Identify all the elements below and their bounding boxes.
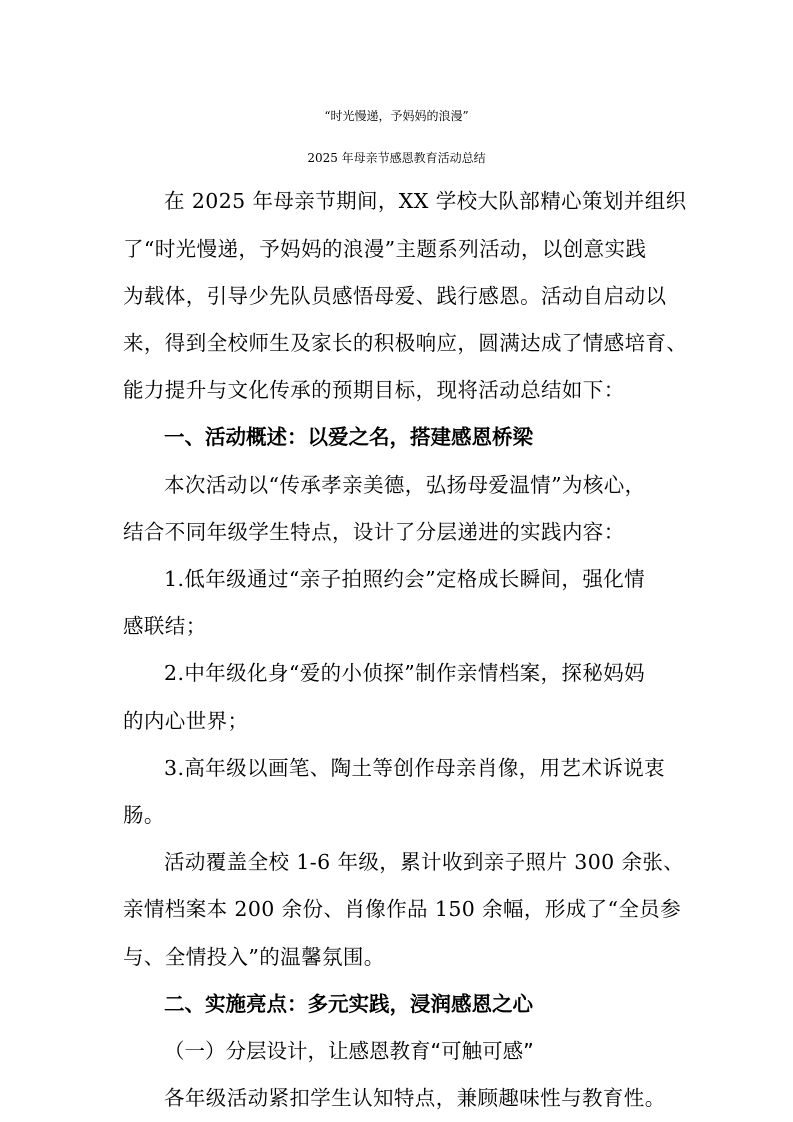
section-heading: 二、实施亮点：多元实践，浸润感恩之心: [164, 992, 533, 1016]
list-item-line: 1.低年级通过“亲子拍照约会”定格成长瞬间，强化情: [164, 567, 646, 591]
subsection-heading: （一）分层设计，让感恩教育“可触可感”: [164, 1039, 534, 1063]
document-subtitle: 2025 年母亲节感恩教育活动总结: [307, 151, 486, 165]
list-item-line: 3.高年级以画笔、陶土等创作母亲肖像，用艺术诉说衷: [164, 756, 666, 780]
intro-line: 来，得到全校师生及家长的积极响应，圆满达成了情感培育、: [123, 331, 688, 355]
paragraph-line: 结合不同年级学生特点，设计了分层递进的实践内容：: [123, 520, 625, 544]
intro-line: 了“时光慢递，予妈妈的浪漫”主题系列活动，以创意实践: [123, 237, 647, 261]
document-title: “时光慢递，予妈妈的浪漫”: [324, 109, 469, 123]
paragraph-line: 与、全情投入”的温馨氛围。: [123, 945, 385, 969]
section-heading: 一、活动概述：以爱之名，搭建感恩桥梁: [164, 425, 533, 449]
paragraph-line: 各年级活动紧扣学生认知特点，兼顾趣味性与教育性。: [164, 1086, 666, 1110]
paragraph-line: 活动覆盖全校 1-6 年级，累计收到亲子照片 300 余张、: [164, 850, 685, 874]
paragraph-line: 亲情档案本 200 余份、肖像作品 150 余幅，形成了“全员参: [123, 897, 682, 921]
intro-line: 能力提升与文化传承的预期目标，现将活动总结如下：: [123, 378, 625, 402]
intro-line: 为载体，引导少先队员感悟母爱、践行感恩。活动自启动以: [123, 284, 667, 308]
list-item-line: 2.中年级化身“爱的小侦探”制作亲情档案，探秘妈妈: [164, 661, 646, 685]
paragraph-line: 本次活动以“传承孝亲美德，弘扬母爱温情”为核心，: [164, 473, 646, 497]
list-item-line: 感联结；: [123, 614, 207, 638]
list-item-line: 肠。: [123, 803, 165, 827]
list-item-line: 的内心世界；: [123, 709, 249, 733]
intro-line: 在 2025 年母亲节期间，XX 学校大队部精心策划并组织: [164, 189, 687, 213]
